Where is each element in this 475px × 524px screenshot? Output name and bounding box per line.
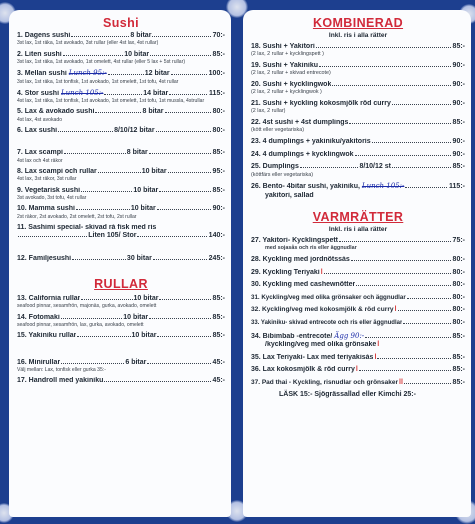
menu-item: 26. Bento- 4bitar sushi, yakiniku, Lunch 105:- 115:- yakitori, sallad <box>251 182 465 199</box>
menu-item: 8. Lax scampi och rullar 10 bitar 95:- 4st lax, 3st räkor, 3st rullar <box>17 167 225 183</box>
menu-item: 29. Kyckling Teriyaki ǀ 80:- <box>251 268 465 276</box>
handwritten-lunch-price: Lunch 105:- <box>361 182 405 191</box>
item-description: 4st lax, 4st avokado <box>17 116 63 123</box>
item-description: (2 lax, 2 rullar + kycklingspett ) <box>251 51 324 58</box>
menu-item: 28. Kyckling med jordnötssås 80:- <box>251 256 465 263</box>
item-description: 4st lax, 1st räka, 1st tonfisk, 1st avokado, 1st omelett, 1st tofu, 1st musslа, 4strullar <box>17 98 205 105</box>
menu-item: 19. Sushi + Yakiniku 90:- (2 lax, 2 rullar + skivad entrecote) <box>251 62 465 77</box>
handwritten-lunch-price: Lunch 105:- <box>61 88 104 97</box>
menu-item: 1. Dagens sushi 8 bitar 70:- 3st lax, 1st räka, 1st avokado, 3st rullar (eller 4st lax, 4st rullar) <box>17 32 226 47</box>
item-description: 4st lax, 3st räkor, 3st rullar <box>17 176 77 183</box>
menu-item: 24. 4 dumplings + kycklingwok 90:- <box>251 150 465 158</box>
menu-item: 4. Stor sushi Lunch 105:- 14 bitar 115:- 4st lax, 1st räka, 1st tonfisk, 1st avokado, 1st omelett, 1st tofu, 1st musslа, 4strullar <box>17 88 226 105</box>
menu-item: 3. Mellan sushi Lunch 95:- 12 bitar 100:- 3st lax, 1st räka, 1st tonfisk, 1st avokado, 1st omelett, 1st tofu, 4st rullar <box>17 69 225 85</box>
menu-item: 33. Yakiniku- skivad entrecote och ris eller äggnudlar 80:- <box>251 318 465 326</box>
menu-item: 10. Mamma sushi 10 bitar 90:- 2st räkor, 2st avokado, 2st omelett, 2st tofu, 2st rullar <box>17 205 226 220</box>
menu-item: 25. Dumplings 8/10/12 st 85:- (köttfärs eller vegetariska) <box>251 163 466 178</box>
chili-icon: ǀ <box>394 306 397 314</box>
menu-item: 22. 4st sushi + 4st dumplings 85:- (kött eller vegetariska) <box>251 119 465 134</box>
menu-item: 30. Kyckling med cashewnötter 80:- <box>251 281 465 289</box>
chili-icon: ǀ <box>377 340 380 348</box>
menu-item: 12. Familjesushi 30 bitar 245:- <box>17 254 225 262</box>
item-description: (2 lax, 2 rullar + kycklingwok ) <box>251 89 322 96</box>
menu-item: 16. Minirullar 6 bitar 45:- Välj mellan: Lax, tonfisk eller gurka 35:- <box>17 358 225 373</box>
chili-icon: ǀ <box>320 268 323 276</box>
menu-item: 37. Pad thai - Kyckling, risnudlar och grönsaker ǀǀ 85:- <box>251 378 465 386</box>
item-description: 2st räkor, 2st avokado, 2st omelett, 2st tofu, 2st rullar <box>17 213 137 220</box>
menu-panel-right <box>243 10 471 517</box>
section-title-rullar: RULLAR <box>94 276 148 291</box>
chili-icon: ǀǀ <box>399 378 403 386</box>
item-description: 3st lax, 1st räka, 1st avokado, 3st rullar (eller 4st lax, 4st rullar) <box>17 40 159 47</box>
menu-item: 18. Sushi + Yakitori 85:- (2 lax, 2 rullar + kycklingspett ) <box>251 43 465 58</box>
menu-item: 21. Sushi + kyckling kokosmjölk röd curry 90:- (2 lax, 2 rullar) <box>251 100 465 115</box>
menu-item: 13. California rullar 10 bitar 85:- seafood pinnar, sesamfrön, majonäs, gurka, avokado, omelett <box>17 294 225 310</box>
menu-item: 5. Lax & avokado sushi 8 bitar 80:- 4st lax, 4st avokado <box>17 108 226 123</box>
menu-item: 17. Handroll med yakiniku 45:- <box>17 377 225 385</box>
item-description: med sojasås och ris eller äggnudlar <box>265 245 357 252</box>
item-description: 4st lax och 4st räkor <box>17 157 63 164</box>
section-subtitle: Inkl. ris i alla rätter <box>328 32 388 39</box>
menu-item: 32. Kyckling/veg med kokosmjölk & röd curry ǀ 80:- <box>251 306 465 314</box>
menu-item: 31. Kyckling/veg med olika grönsaker och äggnudlar 80:- <box>251 293 465 301</box>
menu-item: 9. Vegetarisk sushi 10 bitar 85:- 3st avokado, 3st tofu, 4st rullar <box>17 186 225 201</box>
menu-item: 23. 4 dumplings + yakiniku/yakitoris 90:- <box>251 138 465 145</box>
item-description: 3st lax, 1st räka, 1st avokado, 1st omelett, 4st rullar (eller 5 lax + 5st rullar) <box>17 59 186 65</box>
item-description: 3st lax, 1st räka, 1st tonfisk, 1st avokado, 1st omelett, 1st tofu, 4st rullar <box>17 78 179 85</box>
item-description: seafood pinnar, sesamfrön, majonäs, gurka, avokado, omelett <box>17 303 157 310</box>
menu-item: 11. Sashimi special- skivad rå fisk med ris Liten 105/ Stor 140:- <box>17 223 226 240</box>
menu-item: 27. Yakitori- Kycklingspett 75:- med sojasås och ris eller äggnudlar <box>251 237 465 252</box>
item-description: Välj mellan: Lax, tonfisk eller gurka 35:- <box>17 366 106 373</box>
menu-item: 36. Lax kokosmjölk & röd curry ǀ 85:- <box>251 366 465 374</box>
section-title-kombinerad: KOMBINERAD <box>312 16 404 30</box>
section-subtitle: Inkl. ris i alla rätter <box>328 226 388 233</box>
menu-panel-left <box>9 10 231 517</box>
item-description: (kött eller vegetariska) <box>251 127 305 134</box>
chili-icon: ǀ <box>355 366 358 374</box>
menu-item: 34. Bibimbab -entrecote/ Ägg 90:- 85:- /kyckling/veg med olika grönsake ǀ <box>251 331 465 348</box>
item-description: (2 lax, 2 rullar + skivad entrecote) <box>251 70 331 77</box>
menu-item: 15. Yakiniku rullar 10 bitar 85:- <box>17 332 226 340</box>
menu-item: 20. Sushi + kycklingwok 90:- (2 lax, 2 rullar + kycklingwok ) <box>251 81 465 96</box>
item-description: seafood pinnar, sesamfrön, lax, gurka, avokado, omelett <box>17 321 144 328</box>
menu-item: 2. Liten sushi 10 bitar 85:- 3st lax, 1st räka, 1st avokado, 1st omelett, 4st rullar (eller 5 lax + 5st rullar) <box>17 50 225 65</box>
chili-icon: ǀ <box>374 353 377 361</box>
item-description: (2 lax, 2 rullar) <box>251 108 286 115</box>
item-description: (köttfärs eller vegetariska) <box>251 171 314 178</box>
menu-item: 14. Fotomaki 10 bitar 85:- seafood pinnar, sesamfrön, lax, gurka, avokado, omelett <box>17 313 225 328</box>
menu-item: 35. Lax Teriyaki- Lax med teriyakisås ǀ 85:- <box>251 353 465 361</box>
menu-footer-drinks: LÄSK 15:- Sjögrässallad eller Kimchi 25:- <box>279 391 416 399</box>
item-description: 3st avokado, 3st tofu, 4st rullar <box>17 194 87 201</box>
handwritten-egg-price: Ägg 90:- <box>334 331 365 340</box>
section-title-sushi: Sushi <box>102 16 140 30</box>
handwritten-lunch-price: Lunch 95:- <box>68 69 107 78</box>
section-title-varmratter: VARMRÄTTER <box>312 210 404 224</box>
menu-item: 7. Lax scampi 8 bitar 85:- 4st lax och 4st räkor <box>17 149 226 164</box>
menu-item: 6. Lax sushi 8/10/12 bitar 80:- <box>17 126 225 134</box>
